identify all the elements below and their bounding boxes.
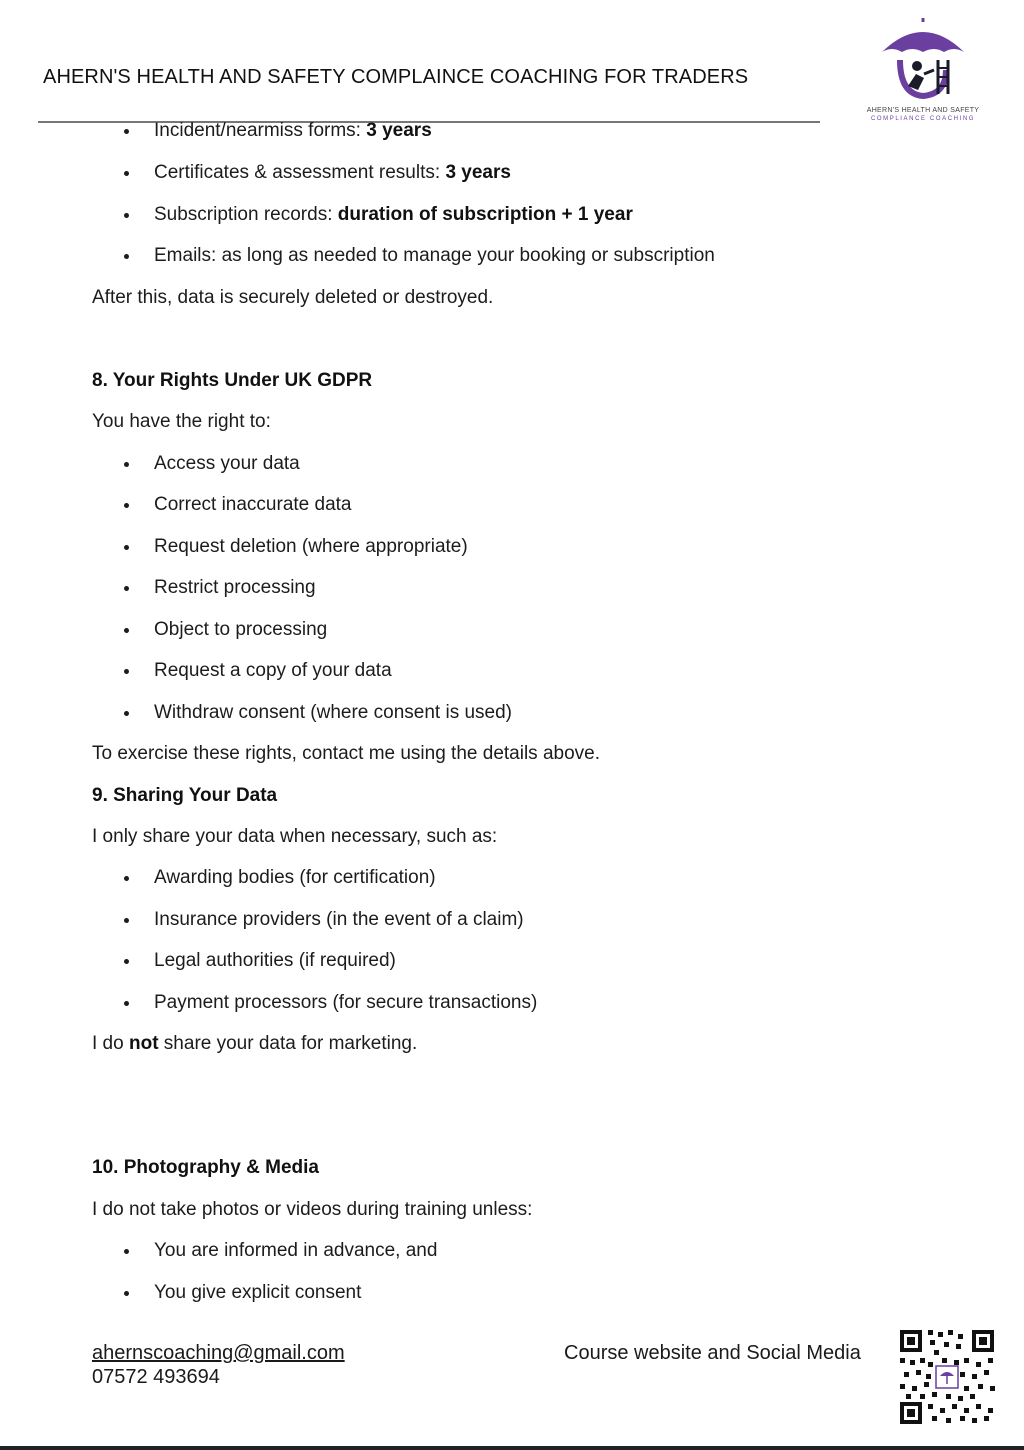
bullet-icon	[124, 1249, 129, 1254]
bullet-icon	[124, 1001, 129, 1006]
list-item: Legal authorities (if required)	[154, 950, 396, 972]
bullet-icon	[124, 876, 129, 881]
list-item: Payment processors (for secure transactions)	[154, 992, 537, 1014]
company-logo	[838, 14, 1008, 130]
media-intro: I do not take photos or videos during training unless:	[92, 1199, 533, 1220]
section-heading-media: 10. Photography & Media	[92, 1157, 319, 1178]
list-item: Subscription records: duration of subscription + 1 year	[154, 204, 633, 226]
course-website-label: Course website and Social Media	[564, 1342, 861, 1364]
bullet-icon	[124, 959, 129, 964]
bullet-icon	[124, 213, 129, 218]
bullet-icon	[124, 503, 129, 508]
list-item: Certificates & assessment results: 3 years	[154, 162, 511, 184]
bullet-icon	[124, 918, 129, 923]
bullet-icon	[124, 254, 129, 259]
list-item: Correct inaccurate data	[154, 494, 352, 516]
list-item: Request a copy of your data	[154, 660, 392, 682]
umbrella-logo-icon	[838, 14, 1008, 106]
email-link[interactable]: ahernscoaching@gmail.com	[92, 1342, 345, 1364]
phone-number: 07572 493694	[92, 1366, 220, 1388]
bullet-icon	[124, 1291, 129, 1296]
logo-text-line1: AHERN'S HEALTH AND SAFETY	[866, 107, 980, 114]
list-item: Incident/nearmiss forms: 3 years	[154, 120, 432, 142]
sharing-intro: I only share your data when necessary, such as:	[92, 826, 498, 847]
list-item: Withdraw consent (where consent is used)	[154, 702, 512, 724]
bullet-icon	[124, 462, 129, 467]
list-item: Access your data	[154, 453, 300, 475]
bullet-icon	[124, 711, 129, 716]
qr-code-icon[interactable]	[898, 1328, 996, 1426]
logo-text-line2: COMPLIANCE COACHING	[870, 116, 976, 122]
logo-caption	[838, 106, 1008, 124]
list-item: Insurance providers (in the event of a claim)	[154, 909, 524, 931]
section-heading-rights: 8. Your Rights Under UK GDPR	[92, 370, 373, 391]
rights-intro: You have the right to:	[92, 411, 271, 432]
header-title: AHERN'S HEALTH AND SAFETY COMPLAINCE COACHING FOR TRADERS	[43, 66, 749, 88]
list-item: Object to processing	[154, 619, 327, 641]
list-item: Restrict processing	[154, 577, 316, 599]
rights-closing: To exercise these rights, contact me using the details above.	[92, 743, 600, 764]
list-item: Request deletion (where appropriate)	[154, 536, 468, 558]
section-heading-sharing: 9. Sharing Your Data	[92, 785, 278, 806]
bullet-icon	[124, 545, 129, 550]
list-item: Awarding bodies (for certification)	[154, 867, 436, 889]
bullet-icon	[124, 628, 129, 633]
bullet-icon	[124, 171, 129, 176]
list-item: You are informed in advance, and	[154, 1240, 437, 1262]
list-item: Emails: as long as needed to manage your booking or subscription	[154, 245, 715, 267]
bottom-edge-bar	[0, 1446, 1024, 1450]
sharing-closing: I do not share your data for marketing.	[92, 1033, 418, 1054]
bullet-icon	[124, 669, 129, 674]
list-item: You give explicit consent	[154, 1282, 361, 1304]
bullet-icon	[124, 129, 129, 134]
bullet-icon	[124, 586, 129, 591]
retention-closing: After this, data is securely deleted or destroyed.	[92, 287, 494, 308]
